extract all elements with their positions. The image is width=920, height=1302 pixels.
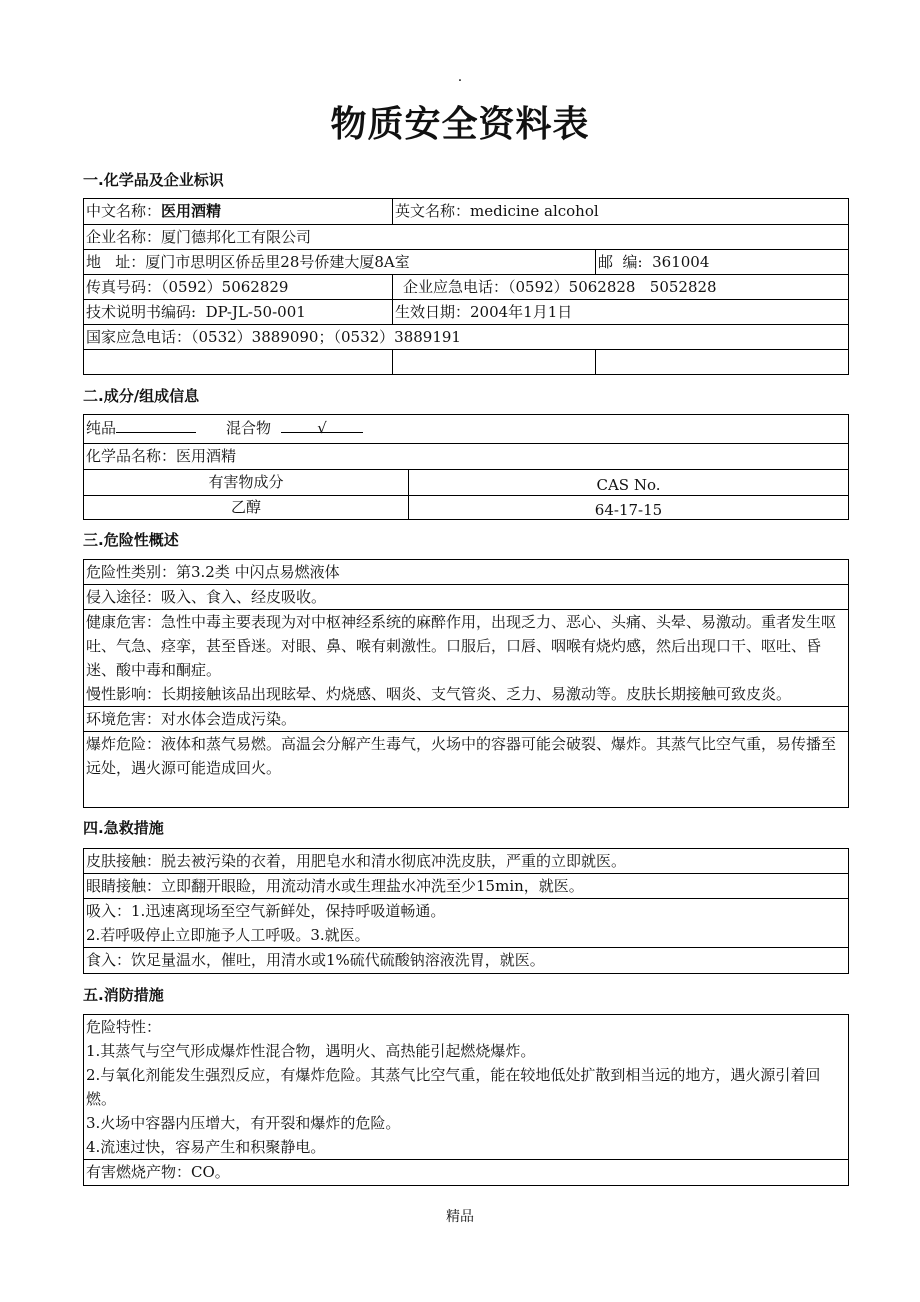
hazards-table (83, 559, 849, 808)
empty-cell (392, 350, 595, 374)
composition-table (83, 414, 849, 520)
section-heading-fire: 五.消防措施 (83, 986, 164, 1004)
national-phone-cell: 国家应急电话：（0532）3889090；（0532）3889191 (86, 328, 461, 346)
fire-hazard-item: 2.与氧化剂能发生强烈反应，有爆炸危险。其蒸气比空气重，能在较地低处扩散到相当远的地方，遇火源引着回燃。 (86, 1066, 821, 1108)
hazard-chronic: 慢性影响：长期接触该品出现眩晕、灼烧感、咽炎、支气管炎、乏力、易激动等。皮肤长期接触可致皮炎。 (86, 685, 792, 703)
postcode-cell: 邮 编: 361004 (595, 250, 848, 274)
table-row (84, 349, 848, 374)
header-dot: . (457, 69, 463, 85)
purity-cell (84, 415, 848, 443)
table-row (84, 495, 848, 519)
component-cell: 乙醇 (230, 498, 261, 516)
cn-name-label: 中文名称： (86, 202, 162, 220)
page-title: 物质安全资料表 (330, 103, 590, 145)
hazard-route: 侵入途径：吸入、食入、经皮吸收。 (84, 584, 848, 609)
empty-cell (595, 350, 848, 374)
first-aid-eye: 眼睛接触：立即翻开眼睑，用流动清水或生理盐水冲洗至少15min，就医。 (84, 873, 848, 898)
tech-code-cell: 技术说明书编码: DP-JL-50-001 (86, 303, 306, 321)
mixture-check: √ (281, 415, 363, 433)
first-aid-inhale-1: 吸入：1.迅速离现场至空气新鲜处，保持呼吸道畅通。 (84, 898, 848, 923)
table-row (84, 443, 848, 469)
table-row (84, 299, 848, 324)
hazard-health: 健康危害：急性中毒主要表现为对中枢神经系统的麻醉作用，出现乏力、恶心、头痛、头晕、易激动。重者发生呕吐、气急、痉挛，甚至昏迷。对眼、鼻、喉有刺激性。口服后，口唇、咽喉有烧灼感，然后出现口干、呕吐、昏迷、酸中毒和酮症。 (84, 609, 848, 682)
table-row (84, 274, 848, 299)
table-row (84, 469, 848, 495)
address-cell: 地 址：厦门市思明区侨岳里28号侨建大厦8A室 (86, 253, 410, 271)
first-aid-ingest: 食入：饮足量温水，催吐，用清水或1%硫代硫酸钠溶液洗胃，就医。 (84, 947, 848, 972)
mixture-label: 混合物 (226, 419, 272, 437)
fire-hazard-item: 3.火场中容器内压增大，有开裂和爆炸的危险。 (86, 1114, 401, 1132)
empty-cell (84, 350, 392, 374)
first-aid-table (83, 848, 849, 974)
table-row (84, 249, 848, 274)
pure-label: 纯品 (86, 419, 117, 437)
cn-name-cell (84, 199, 392, 224)
table-row (84, 199, 848, 224)
fire-hazard-item: 1.其蒸气与空气形成爆炸性混合物，遇明火、高热能引起燃烧爆炸。 (86, 1042, 536, 1060)
table-row (84, 324, 848, 349)
section-heading-first-aid: 四.急救措施 (83, 819, 164, 837)
hazard-explosion: 爆炸危险：液体和蒸气易燃。高温会分解产生毒气，火场中的容器可能会破裂、爆炸。其蒸气比空气重，易传播至远处，遇火源可能造成回火。 (84, 731, 848, 780)
fire-hazard-title: 危险特性： (86, 1018, 162, 1036)
hazard-environment: 环境危害：对水体会造成污染。 (84, 706, 848, 731)
cn-name-value: 医用酒精 (161, 202, 222, 220)
hazard-component-header: 有害物成分 (208, 473, 284, 491)
table-row (84, 415, 848, 443)
fire-products: 有害燃烧产物：CO。 (84, 1159, 848, 1184)
section-heading-composition: 二.成分/组成信息 (83, 387, 200, 405)
en-name-cell: 英文名称：medicine alcohol (392, 199, 848, 224)
identification-table (83, 198, 849, 375)
section-heading-identification: 一.化学品及企业标识 (83, 171, 224, 189)
first-aid-inhale-2: 2.若呼吸停止立即施予人工呼吸。3.就医。 (86, 926, 370, 944)
emergency-phone-cell: 企业应急电话：（0592）5062828 5052828 (392, 275, 848, 299)
fire-hazard-item: 4.流速过快，容易产生和积聚静电。 (86, 1138, 326, 1156)
effective-date-cell: 生效日期：2004年1月1日 (392, 300, 848, 324)
fire-table (83, 1014, 849, 1186)
cas-header: CAS No. (408, 470, 848, 495)
footer-text: 精品 (446, 1209, 474, 1225)
first-aid-skin: 皮肤接触：脱去被污染的衣着，用肥皂水和清水彻底冲洗皮肤，严重的立即就医。 (86, 852, 627, 870)
section-heading-hazards: 三.危险性概述 (83, 531, 179, 549)
pure-blank (116, 415, 196, 433)
chem-name-cell: 化学品名称：医用酒精 (86, 447, 237, 465)
table-row (84, 224, 848, 249)
fax-cell: 传真号码：（0592）5062829 (86, 278, 289, 296)
cas-cell: 64-17-15 (408, 496, 848, 519)
company-cell: 企业名称：厦门德邦化工有限公司 (86, 228, 312, 246)
hazard-category: 危险性类别：第3.2类 中闪点易燃液体 (86, 563, 340, 581)
